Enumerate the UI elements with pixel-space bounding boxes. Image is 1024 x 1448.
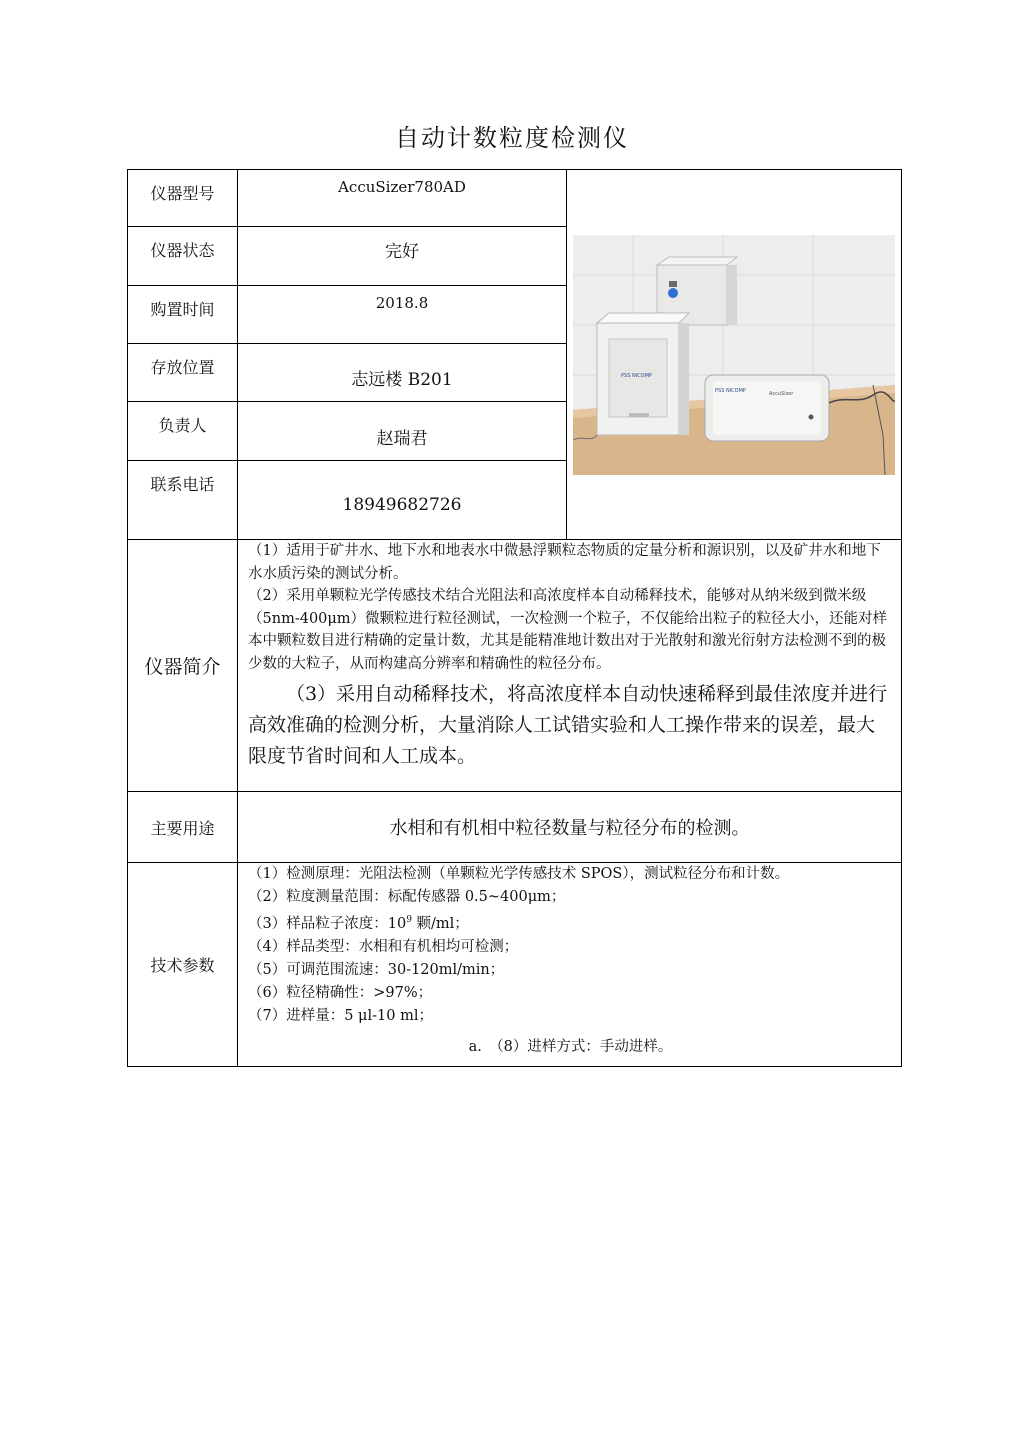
instrument-info-table [127, 169, 902, 1067]
label-purchase: 购置时间 [128, 286, 238, 344]
intro-text [238, 540, 902, 792]
label-status: 仪器状态 [128, 227, 238, 286]
value-purchase: 2018.8 [238, 286, 567, 344]
param-7: （7）进样量：5 μl-10 ml； [248, 1007, 433, 1024]
param-4: （4）样品类型：水相和有机相均可检测； [248, 938, 519, 955]
param-8: a. （8）进样方式：手动进样。 [468, 1038, 673, 1055]
row-usage [128, 792, 902, 863]
intro-paragraph-1: （1）适用于矿井水、地下水和地表水中微悬浮颗粒态物质的定量分析和源识别，以及矿井水和地下水水质污染的测试分析。 [248, 543, 881, 582]
value-phone: 18949682726 [238, 461, 567, 540]
label-params: 技术参数 [128, 863, 238, 1067]
right-unit-label: AccuSizer [769, 390, 794, 397]
label-phone: 联系电话 [128, 461, 238, 540]
param-6: （6）粒径精确性：>97%； [248, 984, 433, 1001]
row-params [128, 863, 902, 1067]
param-5: （5）可调范围流速：30-120ml/min； [248, 961, 505, 978]
param-3-b: 颗/ml； [411, 915, 469, 932]
label-intro: 仪器简介 [128, 540, 238, 792]
value-model: AccuSizer780AD [238, 170, 567, 227]
intro-paragraph-3: （3）采用自动稀释技术，将高浓度样本自动快速稀释到最佳浓度并进行高效准确的检测分析，大量消除人工试错实验和人工操作带来的误差，最大限度节省时间和人工成本。 [248, 683, 888, 767]
param-2: （2）粒度测量范围：标配传感器 0.5~400μm； [248, 889, 566, 905]
right-unit-brand: PSS NICOMP [715, 387, 746, 394]
value-person: 赵瑞君 [238, 402, 567, 461]
page-title: 自动计数粒度检测仪 [395, 124, 629, 152]
label-usage: 主要用途 [128, 792, 238, 863]
label-person: 负责人 [128, 402, 238, 461]
value-status: 完好 [238, 227, 567, 286]
intro-paragraph-2: （2）采用单颗粒光学传感技术结合光阻法和高浓度样本自动稀释技术，能够对从纳米级到微米级（5nm-400μm）微颗粒进行粒径测试，一次检测一个粒子，不仅能给出粒子的粒径大小，还能对样本中颗粒数目进行精确的定量计数，尤其是能精准地计数出对于光散射和激光衍射方法检测不到的极少数的大粒子，从而构建高分辨率和精确性的粒径分布。 [248, 588, 888, 672]
param-3 [248, 909, 893, 936]
row-model [128, 170, 902, 227]
photo-cell [567, 170, 902, 540]
row-intro [128, 540, 902, 792]
instrument-photo [573, 235, 895, 475]
param-3-exponent: 9 [406, 915, 412, 925]
label-model: 仪器型号 [128, 170, 238, 227]
value-location: 志远楼 B201 [238, 344, 567, 402]
param-3-a: （3）样品粒子浓度：10 [248, 915, 407, 932]
left-unit-brand: PSS NICOMP [621, 372, 652, 379]
label-location: 存放位置 [128, 344, 238, 402]
param-1: （1）检测原理：光阻法检测（单颗粒光学传感技术 SPOS），测试粒径分布和计数。 [248, 866, 790, 882]
params-text [238, 863, 902, 1067]
usage-text: 水相和有机相中粒径数量与粒径分布的检测。 [238, 792, 902, 863]
